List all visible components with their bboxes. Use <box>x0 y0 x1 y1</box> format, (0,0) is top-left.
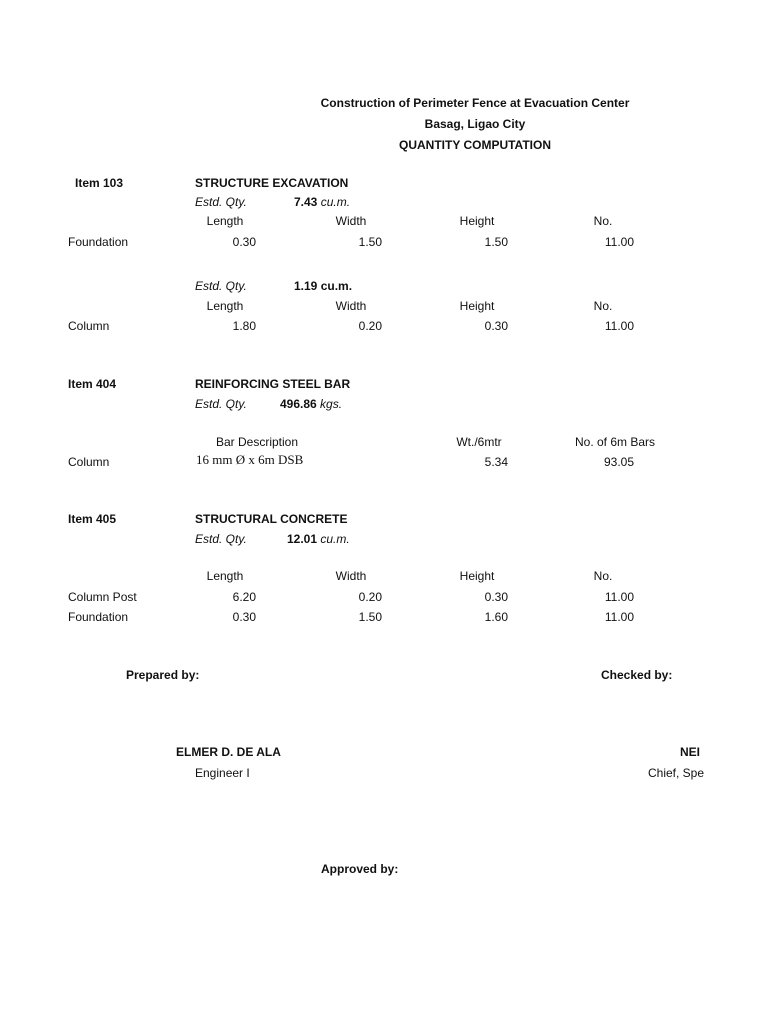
estd-qty-number: 7.43 <box>294 195 318 209</box>
bar-count: 93.05 <box>603 455 634 469</box>
bar-weight: 5.34 <box>484 455 508 469</box>
estd-qty-value <box>294 279 352 293</box>
header-width: Width <box>335 214 367 228</box>
header-height: Height <box>459 569 495 583</box>
header-bar-count: No. of 6m Bars <box>574 435 656 449</box>
item-404-name: REINFORCING STEEL BAR <box>195 377 351 391</box>
cell-width: 0.20 <box>358 590 382 604</box>
estd-qty-value <box>294 195 350 209</box>
cell-height: 1.60 <box>484 610 508 624</box>
item-103-name: STRUCTURE EXCAVATION <box>195 176 349 190</box>
estd-qty-label: Estd. Qty. <box>195 279 247 293</box>
estd-qty-number: 1.19 <box>294 279 318 293</box>
header-length: Length <box>206 299 244 313</box>
estd-qty-label: Estd. Qty. <box>195 195 247 209</box>
estd-qty-number: 12.01 <box>287 532 318 546</box>
cell-length: 0.30 <box>232 235 256 249</box>
header-height: Height <box>459 214 495 228</box>
cell-width: 0.20 <box>358 319 382 333</box>
cell-width: 1.50 <box>358 235 382 249</box>
checked-by-label: Checked by: <box>601 668 673 682</box>
preparer-name: ELMER D. DE ALA <box>176 745 281 759</box>
estd-qty-value <box>287 532 350 546</box>
header-number: No. <box>593 214 613 228</box>
estd-qty-unit: cu.m. <box>320 279 353 293</box>
bar-description: 16 mm Ø x 6m DSB <box>196 452 304 467</box>
header-width: Width <box>335 299 367 313</box>
estd-qty-value <box>280 397 342 411</box>
header-length: Length <box>206 569 244 583</box>
estd-qty-unit: kgs. <box>320 397 343 411</box>
estd-qty-label: Estd. Qty. <box>195 532 247 546</box>
preparer-title: Engineer I <box>195 766 250 780</box>
estd-qty-unit: cu.m. <box>320 532 350 546</box>
cell-height: 0.30 <box>484 319 508 333</box>
row-label-column-post: Column Post <box>68 590 137 604</box>
estd-qty-label: Estd. Qty. <box>195 397 247 411</box>
header-number: No. <box>593 569 613 583</box>
row-label-foundation: Foundation <box>68 235 129 249</box>
prepared-by-label: Prepared by: <box>126 668 200 682</box>
cell-number: 11.00 <box>604 319 634 333</box>
item-404-label: Item 404 <box>68 377 117 391</box>
document-subtitle: QUANTITY COMPUTATION <box>399 138 551 152</box>
cell-length: 0.30 <box>232 610 256 624</box>
item-405-name: STRUCTURAL CONCRETE <box>195 512 348 526</box>
cell-number: 11.00 <box>604 235 634 249</box>
cell-height: 0.30 <box>484 590 508 604</box>
row-label-column: Column <box>68 319 110 333</box>
header-number: No. <box>593 299 613 313</box>
header-length: Length <box>206 214 244 228</box>
cell-number: 11.00 <box>604 610 634 624</box>
header-height: Height <box>459 299 495 313</box>
approved-by-label: Approved by: <box>321 862 399 876</box>
cell-length: 6.20 <box>232 590 256 604</box>
document-location: Basag, Ligao City <box>424 117 526 131</box>
row-label-foundation: Foundation <box>68 610 129 624</box>
cell-length: 1.80 <box>232 319 256 333</box>
estd-qty-number: 496.86 <box>280 397 317 411</box>
checker-name: NEI <box>680 745 701 759</box>
cell-number: 11.00 <box>604 590 634 604</box>
checker-title: Chief, Spe <box>648 766 705 780</box>
item-103-label: Item 103 <box>75 176 124 190</box>
header-bar-description: Bar Description <box>215 435 299 449</box>
header-weight: Wt./6mtr <box>456 435 502 449</box>
item-405-label: Item 405 <box>68 512 117 526</box>
header-width: Width <box>335 569 367 583</box>
cell-height: 1.50 <box>484 235 508 249</box>
estd-qty-unit: cu.m. <box>320 195 351 209</box>
cell-width: 1.50 <box>358 610 382 624</box>
row-label-column: Column <box>68 455 110 469</box>
document-title: Construction of Perimeter Fence at Evacuation Center <box>320 96 630 110</box>
